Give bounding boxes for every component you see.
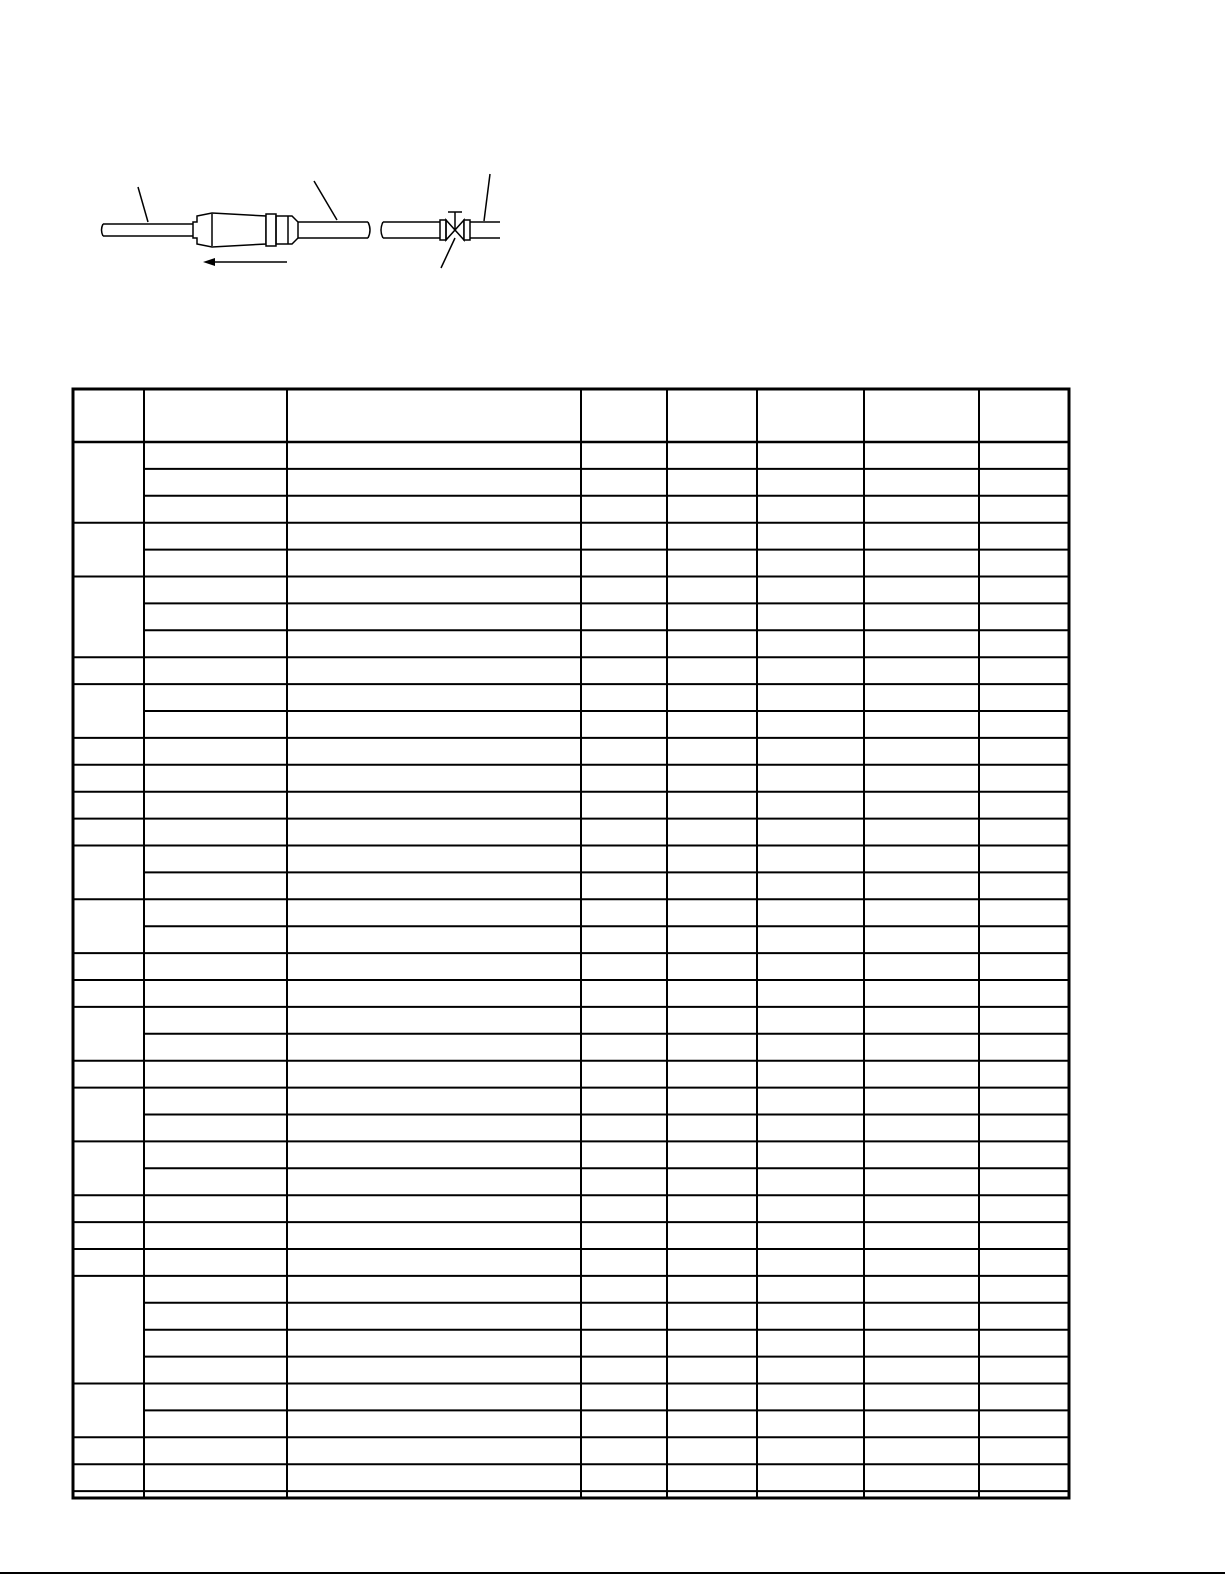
- table-frame: [73, 389, 1069, 1498]
- page-footer-rule: [0, 1572, 1225, 1574]
